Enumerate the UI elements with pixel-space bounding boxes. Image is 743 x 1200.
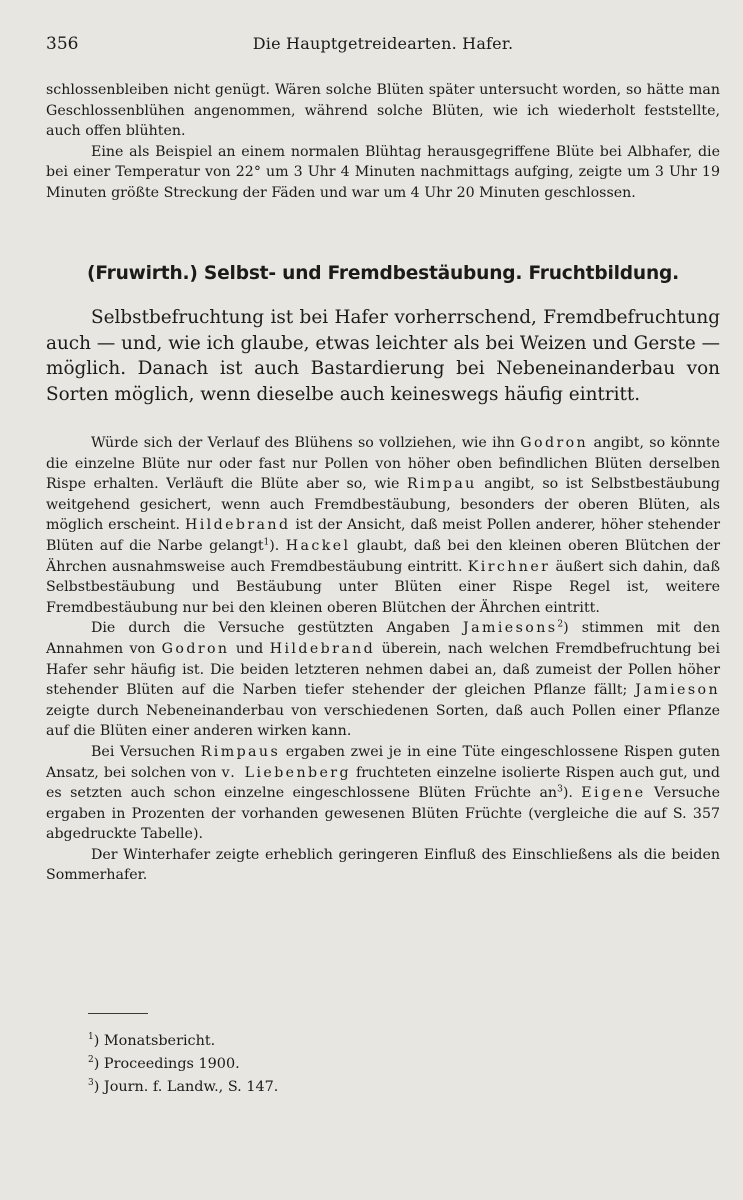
section-heading: (Fruwirth.) Selbst- und Fremdbestäubung. Fruchtbildung. [87, 263, 679, 284]
paragraph-experiments: Bei Versuchen Rimpaus ergaben zwei je in eine Tüte eingeschlossene Rispen guten Ansatz, bei solchen von v. Liebenberg fruchteten einzelne isolierte Rispen auch gut, und es setzten auch schon einzelne eingeschlossene Blüten Früchte $an^3$). Eigene Versuche ergaben in Prozenten der vorhanden gewesenen Blüten Früchte (vergleiche die auf S. 357 abgedruckte Tabelle). [46, 743, 720, 843]
author-name: Hildebrand [269, 640, 376, 657]
author-name: Godron [520, 435, 589, 451]
paragraph-winter-oats: Der Winterhafer zeigte erheblich geringeren Einfluß des Einschließens als die beiden Sommerhafer. [46, 846, 720, 884]
body-text [46, 433, 720, 886]
author-name: Godron [161, 640, 230, 657]
footnotes [88, 1030, 488, 1099]
author-name: Rimpaus [200, 743, 281, 760]
intro-paragraph-block [46, 305, 720, 407]
footnote-ref: 1 [263, 537, 270, 548]
author-name: Hackel [285, 537, 351, 554]
page-number: 356 [46, 34, 79, 54]
footnote: $^2$) Proceedings 1900. [88, 1055, 240, 1072]
paragraph-authors-views: Würde sich der Verlauf des Blühens so vollziehen, wie ihn Godron angibt, so könnte die einzelne Blüte nur oder fast nur Pollen von höher oben befindlichen Blüten derselben Rispe erhalten. Verläuft die Blüte aber so, wie Rimpau angibt, so ist Selbstbestäubung weitgehend gesichert, wenn auch Fremdbestäubung, besonders der oberen Blüten, als möglich erscheint. Hildebrand ist der Ansicht, daß meist Pollen anderer, höher stehender Blüten auf die Narbe gelangt$^1$). Hackel glaubt, daß bei den kleinen oberen Blütchen der Ährchen ausnahmsweise auch Fremdbestäubung eintritt. Kirchner äußert sich dahin, daß Selbstbestäubung und Bestäubung unter Blüten einer Rispe Regel ist, weitere Fremdbestäubung nur bei den kleinen oberen Blütchen der Ährchen eintritt. [46, 435, 720, 616]
footnote-divider [88, 1013, 148, 1014]
continued-paragraph: schlossenbleiben nicht genügt. Wären solche Blüten später untersucht worden, so hätte man Geschlossenblühen angenommen, während solche Blüten, wie ich wiederholt feststellte, auch offen blühten. [46, 82, 720, 140]
emphasized-word: Eigene [581, 785, 646, 802]
paragraph-jamieson: Die durch die Versuche gestützten Angaben Jamiesons$^2$) stimmen mit den Annahmen von Godron und Hildebrand überein, nach welchen Fremdbefruchtung bei Hafer sehr häufig ist. Die beiden letzteren nehmen dabei an, daß zumeist der Pollen höher stehender Blüten auf die Narben tiefer stehender der gleichen Pflanze fällt; Jamieson zeigte durch Nebeneinanderbau von verschiedenen Sorten, daß auch Pollen einer Pflanze auf die Blüten einer anderen wirken kann. [46, 619, 720, 740]
page-header [46, 34, 720, 58]
author-name: Hildebrand [184, 517, 291, 534]
author-name: Rimpau [406, 476, 477, 493]
footnote-ref: 2 [557, 619, 564, 630]
running-head: Die Hauptgetreidearten. Hafer. [252, 34, 514, 53]
top-section [46, 80, 720, 204]
footnote-ref: 3 [557, 784, 563, 795]
example-paragraph: Eine als Beispiel an einem normalen Blühtag herausgegriffene Blüte bei Albhafer, die bei einer Temperatur von 22° um 3 Uhr 4 Minuten nachmittags aufging, zeigte um 3 Uhr 19 Minuten größte Streckung der Fäden und war um 4 Uhr 20 Minuten geschlossen. [46, 143, 720, 201]
author-name: Kirchner [467, 558, 551, 575]
author-name: Jamiesons [463, 620, 558, 637]
author-name: Jamieson [635, 682, 720, 699]
footnote: $^1$) Monatsbericht. [88, 1032, 216, 1049]
intro-paragraph: Selbstbefruchtung ist bei Hafer vorherrschend, Fremdbefruchtung auch — und, wie ich glaube, etwas leichter als bei Weizen und Gerste — möglich. Danach ist auch Bastardierung bei Nebeneinanderbau von Sorten möglich, wenn dieselbe auch keineswegs häufig eintritt. [46, 307, 720, 405]
footnote: $^3$) Journ. f. Landw., S. 147. [88, 1078, 279, 1095]
author-name: v. Liebenberg [221, 764, 351, 781]
